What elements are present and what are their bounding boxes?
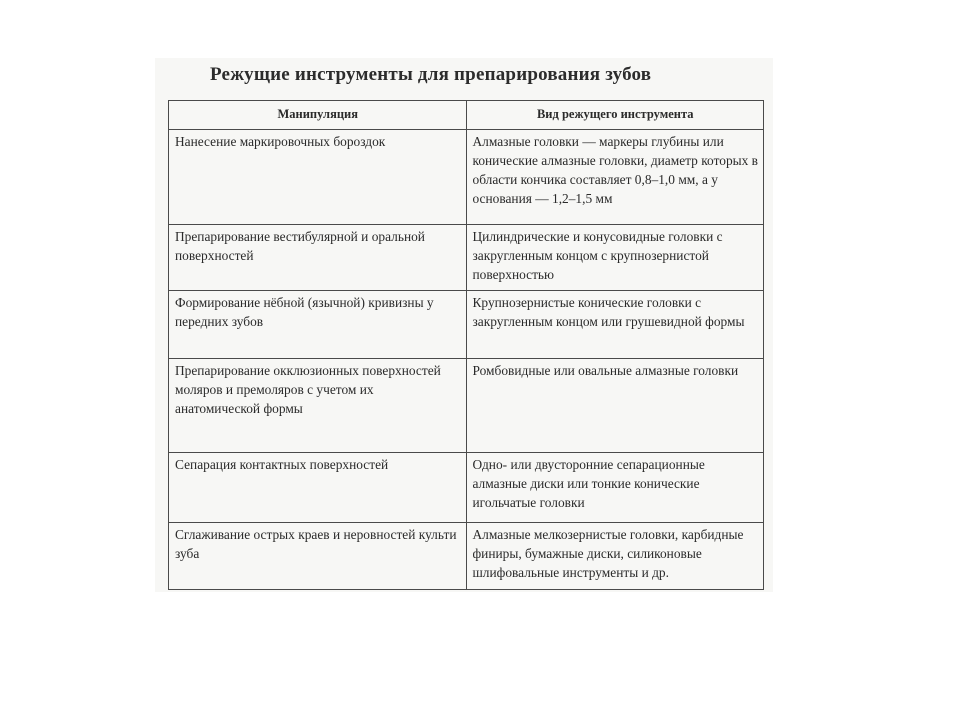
instrument-cell: Алмазные головки — маркеры глубины или конические алмазные головки, диаметр которых в области кончика составляет 0,8–1,0 мм, а у основания — 1,2–1,5 мм	[466, 130, 764, 225]
instrument-cell: Ромбовидные или овальные алмазные головки	[466, 359, 764, 453]
instruments-table	[168, 100, 764, 590]
table-header-row	[169, 101, 764, 130]
instrument-cell: Одно- или двусторонние сепарационные алмазные диски или тонкие конические игольчатые головки	[466, 453, 764, 523]
table-row	[169, 225, 764, 291]
manipulation-cell: Формирование нёбной (язычной) кривизны у передних зубов	[169, 291, 467, 359]
column-header-instrument: Вид режущего инструмента	[466, 101, 764, 130]
manipulation-cell: Препарирование окклюзионных поверхностей моляров и премоляров с учетом их анатомической формы	[169, 359, 467, 453]
manipulation-cell: Сглаживание острых краев и неровностей культи зуба	[169, 523, 467, 590]
manipulation-cell: Сепарация контактных поверхностей	[169, 453, 467, 523]
manipulation-cell: Нанесение маркировочных бороздок	[169, 130, 467, 225]
instrument-cell: Крупнозернистые конические головки с закругленным концом или грушевидной формы	[466, 291, 764, 359]
table-row	[169, 453, 764, 523]
column-header-manipulation: Манипуляция	[169, 101, 467, 130]
table-row	[169, 359, 764, 453]
table-title: Режущие инструменты для препарирования зубов	[210, 64, 652, 85]
table-row	[169, 291, 764, 359]
table-row	[169, 523, 764, 590]
manipulation-cell: Препарирование вестибулярной и оральной поверхностей	[169, 225, 467, 291]
table-row	[169, 130, 764, 225]
instrument-cell: Цилиндрические и конусовидные головки с закругленным концом с крупнозернистой поверхностью	[466, 225, 764, 291]
instrument-cell: Алмазные мелкозернистые головки, карбидные финиры, бумажные диски, силиконовые шлифовальные инструменты и др.	[466, 523, 764, 590]
